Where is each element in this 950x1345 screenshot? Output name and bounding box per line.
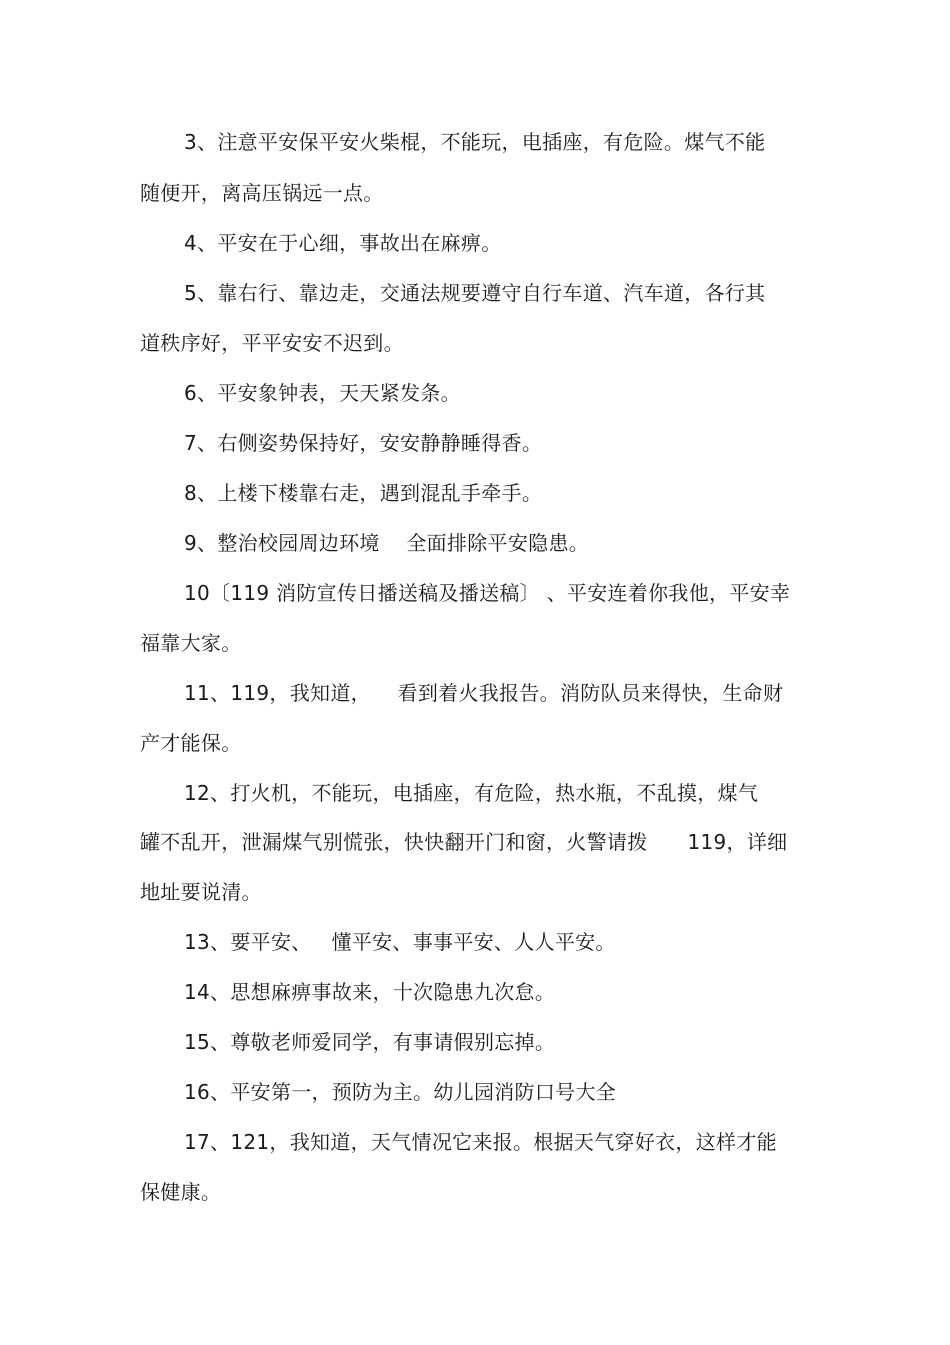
slogan-12-line-2: 罐不乱开，泄漏煤气别慌张，快快翻开门和窗，火警请拨 119，详细: [140, 830, 788, 854]
slogan-14: 14、思想麻痹事故来，十次隐患九次怠。: [184, 980, 556, 1004]
slogan-7: 7、右侧姿势保持好，安安静静睡得香。: [184, 431, 543, 455]
slogan-17-line-2: 保健康。: [140, 1180, 222, 1204]
slogan-17-line-1: 17、121，我知道，天气情况它来报。根据天气穿好衣，这样才能: [184, 1130, 777, 1154]
slogan-5-line-1: 5、靠右行、靠边走，交通法规要遵守自行车道、汽车道，各行其: [184, 281, 766, 305]
slogan-13: 13、要平安、 懂平安、事事平安、人人平安。: [184, 930, 616, 954]
slogan-11-line-1: 11、119，我知道， 看到着火我报告。消防队员来得快，生命财: [184, 681, 784, 705]
slogan-8: 8、上楼下楼靠右走，遇到混乱手牵手。: [184, 481, 543, 505]
slogan-12-line-3: 地址要说清。: [140, 880, 262, 904]
slogan-4: 4、平安在于心细，事故出在麻痹。: [184, 231, 502, 255]
slogan-10-line-2: 福靠大家。: [140, 631, 242, 655]
slogan-9: 9、整治校园周边环境 全面排除平安隐患。: [184, 531, 590, 555]
slogan-3-line-1: 3、注意平安保平安火柴棍，不能玩，电插座，有危险。煤气不能: [184, 130, 766, 154]
slogan-15: 15、尊敬老师爱同学，有事请假别忘掉。: [184, 1030, 556, 1054]
slogan-3-line-2: 随便开，离高压锅远一点。: [140, 181, 384, 205]
slogan-10-line-1: 10〔119 消防宣传日播送稿及播送稿〕 、平安连着你我他，平安幸: [184, 581, 791, 605]
slogan-11-line-2: 产才能保。: [140, 731, 242, 755]
slogan-6: 6、平安象钟表，天天紧发条。: [184, 381, 461, 405]
slogan-12-line-1: 12、打火机，不能玩，电插座，有危险，热水瓶，不乱摸，煤气: [184, 781, 759, 805]
slogan-16: 16、平安第一，预防为主。幼儿园消防口号大全: [184, 1080, 617, 1104]
slogan-5-line-2: 道秩序好，平平安安不迟到。: [140, 331, 404, 355]
